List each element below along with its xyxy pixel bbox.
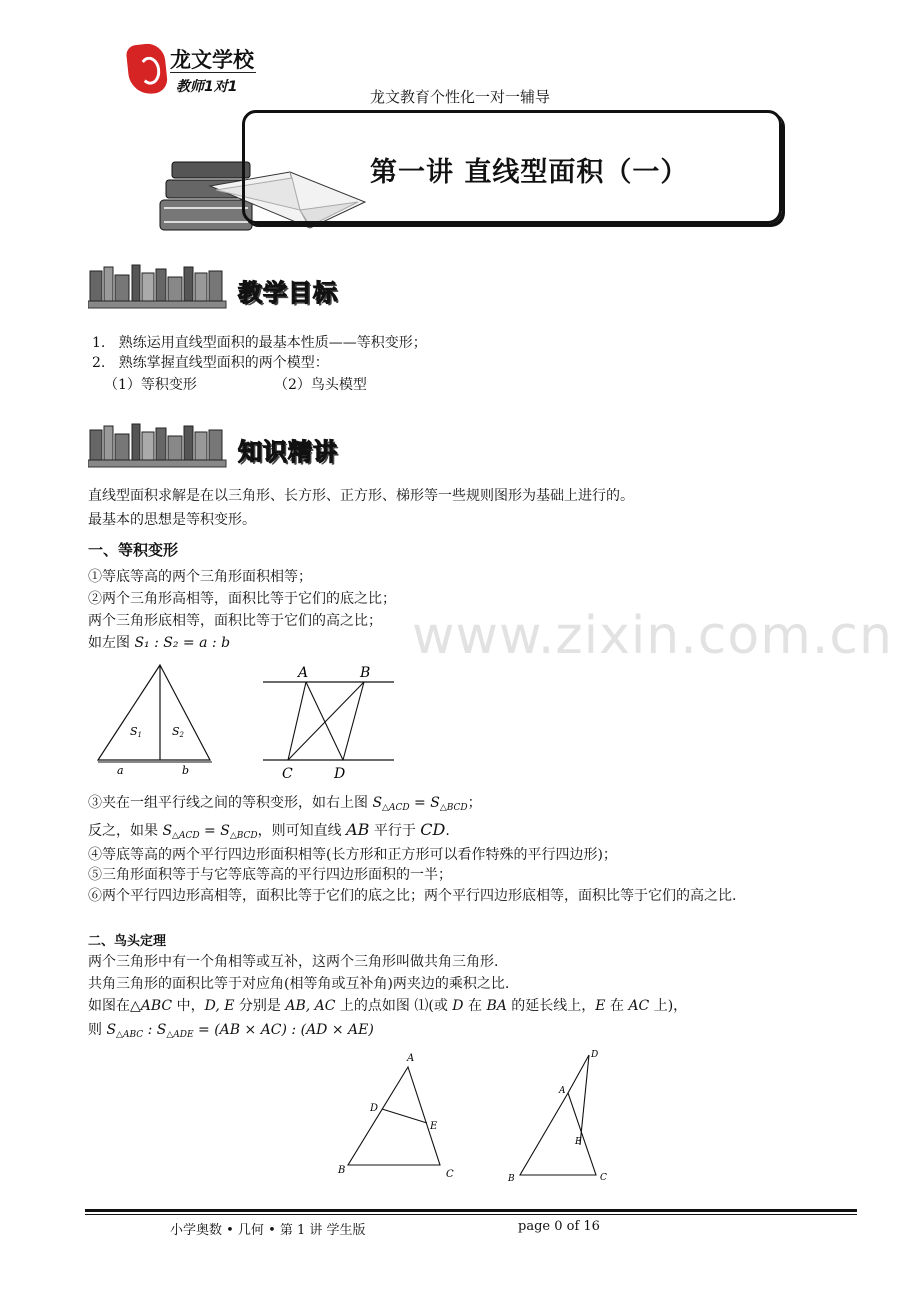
t-a: 如图在 — [88, 998, 130, 1014]
part2-line-3 — [88, 996, 687, 1016]
logo-divider — [170, 72, 256, 73]
label-s1: S1 — [130, 725, 143, 739]
side-ba: BA — [486, 998, 507, 1014]
model-2: （2）鸟头模型 — [274, 377, 367, 393]
goal-1-num: 1. — [92, 335, 106, 351]
intro-line-1: 直线型面积求解是在以三角形、长方形、正方形、梯形等一些规则图形为基础上进行的。 — [88, 488, 634, 504]
t-g: 在 — [605, 998, 629, 1014]
bookshelf-icon — [88, 263, 228, 309]
section-heading-goals: 教学目标 — [238, 279, 338, 307]
part1-line-6-text: 反之，如果 — [88, 823, 163, 839]
part1-line-6-mid: ，则可知直线 — [257, 823, 347, 839]
fig4-label-A: A — [559, 1086, 566, 1096]
part2-line-1: 两个三角形中有一个角相等或互补，这两个三角形叫做共角三角形. — [88, 954, 499, 970]
line-ab: AB — [346, 820, 370, 839]
area-eq-s: S — [372, 795, 383, 811]
area-eq2-sub1: △ACD — [172, 831, 200, 841]
sub-ade: △ADE — [166, 1030, 194, 1040]
area-eq2-sub2: △BCD — [229, 831, 258, 841]
point-e: E — [595, 998, 606, 1014]
part1-line-6-mid2: 平行于 — [369, 823, 421, 839]
figure-bird-head-1 — [330, 1045, 460, 1185]
bookshelf-icon — [88, 422, 228, 468]
part1-line-8: ⑤三角形面积等于与它等底等高的平行四边形面积的一半； — [88, 867, 452, 883]
area-s: S — [106, 1022, 117, 1038]
sides-ab-ac: AB, AC — [285, 998, 336, 1014]
fig3-label-D: D — [370, 1103, 379, 1114]
side-ac: AC — [628, 998, 650, 1014]
lecture-title: 第一讲 直线型面积（一） — [370, 157, 689, 188]
fig3-label-B: B — [338, 1165, 346, 1176]
part1-line-5 — [88, 793, 482, 818]
label-D: D — [334, 766, 346, 782]
part1-line-3: 两个三角形底相等，面积比等于它们的高之比； — [88, 613, 382, 629]
part1-line-7: ④等底等高的两个平行四边形面积相等(长方形和正方形可以看作特殊的平行四边形)； — [88, 847, 617, 863]
goal-2 — [92, 353, 329, 373]
part1-line-6-end: . — [445, 823, 450, 839]
t-f: 的延长线上， — [506, 998, 596, 1014]
watermark: www.zixin.com.cn — [412, 606, 893, 666]
fig4-label-C: C — [600, 1173, 607, 1183]
triangle-abc: △ABC — [130, 998, 173, 1014]
figure-triangle-split — [90, 660, 230, 785]
footer-page-number: page 0 of 16 — [518, 1219, 600, 1234]
fig4-label-E: E — [575, 1137, 582, 1147]
goal-2-num: 2. — [92, 355, 106, 371]
logo-subtitle: 教师1对1 — [176, 79, 238, 95]
logo-title: 龙文学校 — [170, 48, 254, 72]
t-pre: 则 — [88, 1022, 107, 1038]
goal-1 — [92, 333, 427, 353]
sub-abc: △ABC — [116, 1030, 144, 1040]
area-eq2-mid: = S — [199, 823, 230, 839]
fig3-label-C: C — [446, 1169, 454, 1180]
part1-heading: 一、等积变形 — [88, 541, 179, 559]
part1-line-5-end: ； — [467, 795, 482, 811]
part2-line-4 — [88, 1020, 374, 1045]
page-header: 龙文教育个性化一对一辅导 — [369, 88, 550, 106]
footer-divider-thin — [85, 1214, 857, 1215]
fig4-label-D: D — [591, 1050, 599, 1060]
t-h: 上)， — [649, 998, 688, 1014]
t-c: 分别是 — [234, 998, 286, 1014]
label-B: B — [360, 665, 371, 681]
footer-course-info: 小学奥数 • 几何 • 第 1 讲 学生版 — [170, 1223, 366, 1238]
point-d: D — [452, 998, 464, 1014]
part1-line-4 — [88, 633, 230, 653]
area-eq-mid: = S — [409, 795, 440, 811]
bird-head-formula: = (AB × AC) : (AD × AE) — [193, 1022, 374, 1038]
intro-line-2: 最基本的思想是等积变形。 — [88, 512, 256, 528]
figure-bird-head-2 — [500, 1045, 620, 1185]
figure-parallel-lines — [258, 660, 398, 785]
fig3-label-A: A — [407, 1053, 415, 1064]
t-d: 上的点如图 ⑴(或 — [335, 998, 453, 1014]
area-ratio: : S — [143, 1022, 167, 1038]
label-b: b — [182, 764, 190, 777]
t-b: 中， — [172, 998, 205, 1014]
goal-1-text: 熟练运用直线型面积的最基本性质——等积变形； — [118, 335, 427, 351]
area-eq-sub1: △ACD — [382, 803, 410, 813]
section-heading-knowledge: 知识精讲 — [238, 438, 338, 466]
part1-line-5-text: ③夹在一组平行线之间的等积变形，如右上图 — [88, 795, 373, 811]
line-cd: CD — [420, 820, 446, 839]
goal-2-text: 熟练掌握直线型面积的两个模型： — [118, 355, 329, 371]
area-ratio-formula: S₁ : S₂ = a : b — [134, 635, 231, 651]
t-e: 在 — [463, 998, 487, 1014]
part2-heading: 二、鸟头定理 — [88, 934, 167, 949]
fig4-label-B: B — [508, 1174, 515, 1184]
part1-line-1: ①等底等高的两个三角形面积相等； — [88, 569, 312, 585]
label-A: A — [298, 665, 309, 681]
part1-line-6 — [88, 820, 450, 846]
part1-line-2: ②两个三角形高相等，面积比等于它们的底之比； — [88, 591, 396, 607]
label-C: C — [282, 766, 293, 782]
model-1: （1）等积变形 — [104, 377, 197, 393]
part2-line-2: 共角三角形的面积比等于对应角(相等角或互补角)两夹边的乘积之比. — [88, 976, 510, 992]
label-a: a — [117, 764, 124, 777]
footer-divider — [85, 1209, 857, 1212]
label-s2: S2 — [172, 725, 185, 739]
part1-line-4-text: 如左图 — [88, 635, 135, 651]
area-eq2-s: S — [162, 823, 173, 839]
area-eq-sub2: △BCD — [439, 803, 468, 813]
points-de: D, E — [204, 998, 235, 1014]
fig3-label-E: E — [430, 1121, 438, 1132]
part1-line-9: ⑥两个平行四边形高相等，面积比等于它们的底之比；两个平行四边形底相等，面积比等于它们的高之比. — [88, 888, 737, 904]
